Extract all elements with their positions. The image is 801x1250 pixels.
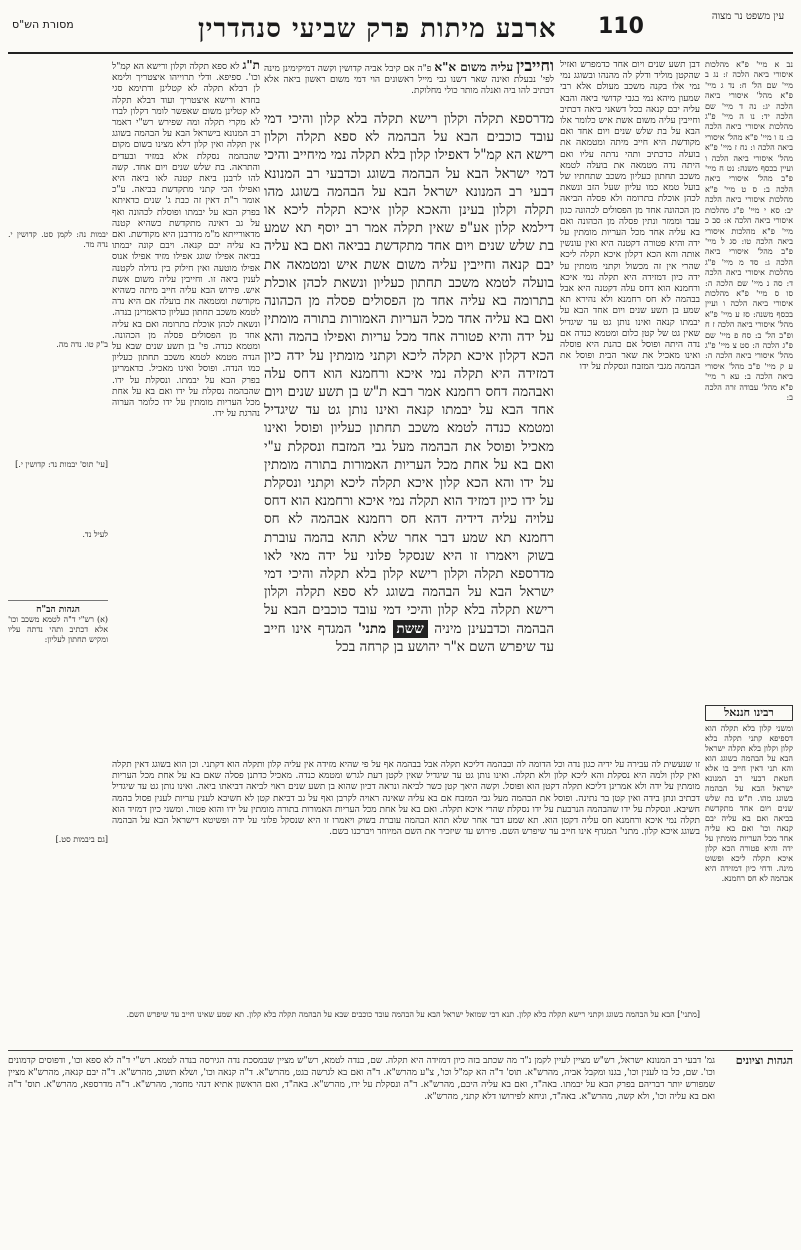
margin-ref: [עי' תוס' יבמות נד: קדושין י.] xyxy=(15,460,108,469)
margin-divider xyxy=(8,600,108,601)
gemara-column xyxy=(264,110,554,755)
notes-section xyxy=(8,1050,793,1245)
page-number: 110 xyxy=(598,14,644,39)
bottom-strip xyxy=(112,1010,700,1045)
ein-mishpat-text: נב א מיי' פ"א מהלכות איסורי ביאה הלכה ז: נג ב מיי' שם הל' ח: נד ג מיי' פ"א מהל' איסורי ביאה הלכה יג: נה ד מיי' שם הלכה יד: נו ה מיי' פ"ג מהלכות איסורי ביאה הלכה ב: נז ו מיי' פ"א מהל' איסורי ביאה הלכה ו: נח ז מיי' פ"א מהל' איסורי ביאה הלכה ו ועיין בכסף משנה: נט ח מיי' פ"ב מהל' איסורי ביאה הלכה ב: ס ט מיי' פ"א מהלכות איסורי ביאה הלכה יב: סא י מיי' פ"ג מהלכות איסורי ביאה הלכה א: סב כ מיי' פ"א מהלכות איסורי ביאה הלכה טו: סג ל מיי' פ"ב מהל' איסורי ביאה הלכה ג: סד מ מיי' פ"ג מהלכות איסורי ביאה הלכה ד: סה נ מיי' שם הלכה ה: סו ס מיי' פ"א מהלכות איסורי ביאה הלכה ו ועיין בכסף משנה: סז ע מיי' פ"א מהל' איסורי ביאה הלכה ז ח ופ"ב הל' ב: סח פ מיי' שם פ"ג הלכה ה: סט צ מיי' פ"ג מהל' איסורי ביאה הלכה ה: ע ק מיי' פ"ב מהל' איסורי ביאה הלכה ב: עא ר מיי' פ"א מהל' עבודה זרה הלכה ב: xyxy=(705,60,793,402)
margin-ref: לעיל נד. xyxy=(82,530,108,539)
bottom-commentary xyxy=(112,760,700,1005)
rashi-column xyxy=(560,60,700,755)
notes-title: הגהות וציונים xyxy=(735,1054,793,1067)
bottom-commentary-text: זו שנעשית לה עבירה על ידיה כגון נדה וכל הדומה לה ובבהמה דליכא תקלה אבל בבהמה אף על פי שהיא מזידה אין עליה קלון ותקלה הוא דקתני. וכן הוא בשוגג דאין תקלה ואין קלון ולמה היא נסקלת והא ליכא קלון ולא תקלה. ואינו נותן גט עד שיגדיל שאין לקטן דעת לגרש ומטמא כנדה. מאכיל כדתנן פסלה שאם בא על אחת מכל העריות מומתין על ידה ולא אמרינן דליכא תקלה דקטן הוא ופוסל. וקשה היאך קטן כשר לביאה ונראה דכיון שהוא בן תשע שנים ראוי לביאה דביאתו ביאה. ואינו נותן גט עד שיגדיל דכתיב ונתן בידה ואין קטן בר נתינה. ופוסל את הבהמה מעל גבי המזבח אם בא עליה שאינה ראויה לקרבן ואף על גב דביאת קטן לא חשיבא לענין עריות לענין פסול בהמה חשיבא. ונסקלת על ידו שהבהמה הנרבעת על ידו נסקלת שהרי איכא תקלה. ואם בא על אחת מכל העריות האמורות בתורה מומתין על ידו והוא פטור. ומשני כיון דמזיד הוא תקלה נמי איכא ורחמנא חס עליה דקטן הוא. תא שמע דבר אחר שלא תהא הבהמה עוברת בשוק ויאמרו זו היא שנסקל פלוני על ידה ופשיטא דישראל הבא על הבהמה בשוגג איכא קלון. מתני' המגדף אינו חייב עד שיפרש השם. פירוש עד שיזכיר את השם המיוחד ויברכנו בשם. xyxy=(112,760,700,838)
gemara-top-block xyxy=(264,60,554,108)
mishna-tag: מתני' xyxy=(357,620,387,637)
page-title: ארבע מיתות פרק שביעי סנהדרין xyxy=(198,14,557,44)
bottom-strip-text: [מתני'] הבא על הבהמה בשוגג וקתני רישא תקלה בלא קלון. תנא דבי שמואל ישראל הבא על הבהמה עובד כוכבים שבא על הבהמה תקלה בלא קלון. תא שמע שאינו חייב עד שיפרש השם. xyxy=(126,1010,700,1019)
margin-ref: ב"ק טו. נדה מה. xyxy=(56,340,108,349)
margin-ref: [גם ביבמות סט.] xyxy=(55,835,108,844)
gemara-opening-word: וחייבין xyxy=(516,60,554,75)
tosafot-text: לא ספא תקלה וקלון ורישא הא קמ"ל וכו'. ספיפא. ודלי תרוייהו איצטריך ולימא לן דבלא תקלה לא קטלינן ודתימא סגי בחדא ורישא איצטריך ועוד דבלא תקלה לא קטלינן משום שאפשר לומר דקלון לבדו לא מקרי תקלה ומה שפירש רש"י דאמר רב המנונא בישראל הבא על הבהמה בשוגג אין תקלה ואין קלון דלא מצינו בשום מקום שהבהמה נסקלת אלא במזיד ובעדים והתראה. בת שלש שנים ויום אחד. קשה להו לרבנן ביאת קטנה לאו ביאה היא ואפילו הכי קתני מתקדשת בביאה. ע"כ אומר ר"ת דאין זה כבת ג' שנים כדאיתא בפרק הבא על יבמתו ופוסלת לכהונה ואף על גב דאינה מתקדשת כשהיא קטנה מדאורייתא מ"מ מדרבנן היא מקודשת. ואם בא עליה יבם קנאה. ויבם קונה יבמתו בביאה אפילו שוגג אפילו מזיד אפילו אנוס אפילו מוטעה ואין חילוק בין גדולה לקטנה לענין ביאה זו. וחייבין עליה משום אשת איש. פירוש הבא עליה חייב מיתה כשהיא מקודשת ומטמאה את בועלה אם היא נדה לטמא משכב תחתון כעליון כדאמרינן בנדה. ונשאת לכהן אוכלת בתרומה ואם בא עליה אחד מן הפסולים פסלה מן הכהונה. ומטמא כנדה. פי' בן תשע שנים שבא על הנדה מטמא לטמא משכב תחתון כעליון כמו הנדה. ופוסל ואינו מאכיל. כדאמרינן בפרק הבא על יבמתו. ונסקלת על ידו. שהבהמה נסקלת על ידו ואם בא על אחת מכל העריות מומתין על ידו כלומר הערוה נהרגת על ידו. xyxy=(112,62,260,420)
gemara-opening-rest: עליה משום א"א xyxy=(434,60,514,74)
hagahot-habach-text: (א) רש"י ד"ה לטמא משכב וכו' אלא דכתיב ותהי נדתה עליו ומקיש תחתון לעליון: xyxy=(8,615,108,644)
hagahot-habach-title: הגהות הב"ח xyxy=(36,605,80,615)
page-header xyxy=(8,8,793,52)
mishna-text: המגדף אינו חייב עד שיפרש השם א"ר יהושע בן קרחה בכל xyxy=(264,620,554,655)
tosafot-column xyxy=(112,60,260,740)
gemara-text: מדרספא תקלה וקלון רישא תקלה בלא קלון והיכי דמי עובד כוכבים הבא על הבהמה לא ספא תקלה וקלון רישא הא קמ"ל דאפילו קלון בלא תקלה נמי מיחייב והיכי דמי ישראל הבא על הבהמה בשוגג וכדבעי רב המנונא דבעי רב המנונא ישראל הבא על הבהמה בשוגג מהו תקלה וקלון בעינן והאכא קלון איכא תקלה ליכא או דילמא קלון אע"פ שאין תקלה אמר רב יוסף תא שמע בת שלש שנים ויום אחד מתקדשת בביאה ואם בא עליה יבם קנאה וחייבין עליה משום אשת איש ומטמאה את בועלה לטמא משכב תחתון כעליון ונשאת לכהן אוכלת בתרומה בא עליה אחד מן הפסולים פסלה מן הכהונה ואם בא עליה אחד מכל העריות האמורות בתורה מומתין על ידה והיא פטורה אחד מכל עריות ואפילו בהמה והא הכא דקלון איכא תקלה ליכא וקתני מומתין על ידה כיון דמזידה היא תקלה נמי איכא ורחמנא הוא דחס עלה ואבהמה דחס רחמנא אמר רבא ת"ש בן תשע שנים ויום אחד הבא על יבמתו קנאה ואינו נותן גט עד שיגדיל ומטמא כנדה לטמא משכב תחתון כעליון ופוסל ואינו מאכיל ופוסל את הבהמה מעל גבי המזבח ונסקלת ע"י ואם בא על אחת מכל העריות האמורות בתורה מומתין על ידו והא הכא קלון איכא תקלה ליכא וקתני ונסקלת על ידו כיון דמזיד הוא תקלה נמי איכא ורחמנא הוא דחס עלויה עליה דידיה דהא חס רחמנא אבהמה לא חס רחמנא תא שמע דבר אחר שלא תהא בהמה עוברת בשוק ויאמרו זו היא שנסקל פלוני על ידה מאי לאו מדרספא תקלה וקלון רישא קלון בלא תקלה והיכי דמי ישראל הבא על הבהמה בשוגג לא ספא תקלה וקלון רישא תקלה בלא קלון והיכי דמי עובד כוכבים הבא על הבהמה וכדבעינן מיניה xyxy=(264,111,554,637)
rabbenu-chananel-title: רבינו חננאל xyxy=(705,705,793,721)
ein-mishpat-label: עין משפט נר מצוה xyxy=(711,11,785,22)
masoret-hashas-label: מסורת הש"ס xyxy=(12,18,74,31)
notes-text: גמ' דבעי רב המנונא ישראל, רש"ש מציין לעיין לקמן נ"ד מה שכתב בזה כיון דמזידה היא תקלה. שם, בנדה לטמא, רש"ש מציין שבמסכת נדה הגירסה בנדה לטמא. רש"י ד"ה לא ספא וכו', ודפוסים קדמונים וכו'. שם, כל בו לענין וכו', בגנו ומקבל אביה, מהרש"א. תוס' ד"ה הא קמ"ל וכו', צ"ע מהרש"א. ד"ה ואם בא לגרשה בגט, מהרש"א. ד"ה קנאה וכו', ושלא תשוב, מהרש"א. ד"ה יבם קנאה, מהרש"א מציין שמפורש יותר דבריהם בפרק הבא על יבמתו. באה"ד, ואם בא עליה היבם, מהרש"א. ד"ה ונסקלת על ידו, מהרש"א. באה"ד, ואם הראשון אתיא דנהי מחמר, מהרש"א. ד"ה מדרספא, מהרש"א. תוס' ד"ה ואם בא עליה וכו', ולא קשה, מהרש"א. באה"ד, וניחא לפירושו דלא קתני, מהרש"א. xyxy=(8,1056,715,1102)
rabbenu-chananel-text: ומשני קלון בלא תקלה הוא דספיפא קתני תקלה בלא קלון וקלון בלא תקלה ישראל הבא על הבהמה בשוגג הוא והא תני דאין חייב בו אלא חטאת דבעי רב המנונא ישראל הבא על הבהמה בשוגג מהו. ת"ש בת שלש שנים ויום אחד מתקדשת בביאה ואם בא עליה יבם קנאה וכו' ואם בא עליה אחד מכל העריות מומתין על ידה והיא פטורה הכא קלון איכא תקלה ליכא ופשוט מינה. ודחי כיון דמזידה היא אבהמה לא חס רחמנא. xyxy=(705,724,793,883)
left-margin-column xyxy=(8,60,108,1160)
ein-mishpat-column xyxy=(705,60,793,700)
rabbenu-chananel-column xyxy=(705,705,793,1045)
rashi-text: דבן תשע שנים ויום אחד כדמפרש ואזיל שהקטן מוליד ודלק לה מהנהו ובשוגג נמי נמי אלו בקנה משכב מעולם אלא רבי שמעון מיהא נמי בגבי קדושי ביאה והבא עליה יבם קנאה ככל דשאני ביאה דכתיב וחייבין עליה משום אשת איש כלומר אלו הבא על בת שלש שנים ויום אחד ואם מקודשת היא חייב מיתה ומטמאה את בועלה כדכתיב ותהי נדתה עליו ואם היתה נדה מטמאה את בועלה לטמא משכב תחתון כעליון משכב שתחתיו של בועל טמא כמו עליון שעל הזב ונשאת לכהן אוכלת בתרומה ולא פסלה הביאה מן הכהונה אחד מן הפסולים לכהונה כגון עבד וממזר ונתין פסלה מן הכהונה ואם בא עליה אחד מכל העריות מומתין על ידה והיא פטורה דקטנה היא ואין עונשין אותה והא הכא דקלון איכא תקלה ליכא שהרי אין זה מכשול וקתני מומתין על ידה כיון דמזידה היא תקלה נמי איכא ורחמנא הוא דחס עלה דקטנה היא אבל בבהמה לא חס רחמנא ולא נהירא תא שמע בן תשע שנים ויום אחד הבא על יבמתו קנאה ואינו נותן גט עד שיגדיל שאין גט של קטן כלום ומטמא כנדה אם נדה היתה ופוסל אם כהנת היא פוסלה ואינו מאכיל את שאר הבית ופוסל את הבהמה מגבי המזבח ונסקלת על ידו xyxy=(560,60,700,373)
margin-ref: יבמות נה: לקמן סט. קדושין י. נדה מד. xyxy=(8,230,108,249)
header-divider xyxy=(8,52,793,54)
mishna-label: ששת xyxy=(393,620,428,638)
tosafot-heading: ת"ג xyxy=(242,60,260,72)
gemara-top-text: פ"ה אם קיבל אביה קדושין וקשה דמיקימינן מינה לפי' נבעלת ואינה שאר דשנו גבי מייל ראשונים הוי דמי משום ראשון ביאה אלא דכתיב להו ביה ואנלה מותר כולי מחלוקת. xyxy=(264,64,554,97)
